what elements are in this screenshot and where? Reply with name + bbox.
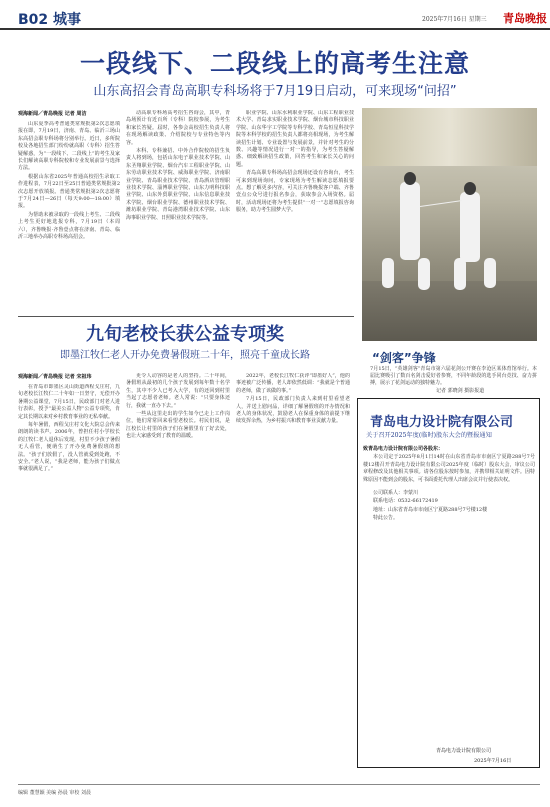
photo-story-title: “剑客”争锋 — [372, 351, 436, 365]
fencer-right — [460, 192, 480, 262]
story-gaokao-col-3 — [236, 110, 354, 313]
notice-phone: 联系电话：0532-66172419 — [373, 498, 438, 505]
fencer-right-leg — [454, 258, 466, 290]
paragraph: 职业学院、山东水利职业学院、山东工程职业技术大学、青岛求实职业技术学院、烟台城市科技职业学院、山东华宇工学院等专科学校、青岛恒星科技学院等本科学校的招生负责人都将亮相现场，为考生解读招生计划、专业设置与发展前景，并针对考生的分数、兴趣等情况进行一对一的指导，为考生答疑解惑、细致解读招生政策，回答考生和家长关心的问题。 — [236, 110, 354, 168]
footer-divider — [18, 784, 540, 785]
page-section-code: B02 城事 — [18, 12, 82, 28]
fencer-right-leg-2 — [484, 258, 496, 288]
paragraph: 根据山东省2025年普通高校招生录取工作进程表，7月22日至25日普通类常规批第2次志愿开放填报。普通类常规批第2次志愿将于7月24日—26日（每天9:00—18:00）填报。 — [18, 173, 120, 210]
photo-story-credit: 记者 郭晓剑 摄影报道 — [436, 388, 485, 394]
photo-background-wall — [362, 108, 537, 166]
paragraph: 山东夏季高考普通类常规批第2次志愿填报在即，7月19日，济南、青岛、临沂三场山东高招会职专科场将分别举行。近日，多所院校及各地招生部门纷纷就高职（专科）招生答疑解惑，为“一段线下、二段线上”的考生及家长们解读高职专科院校和专业发展前景与选择方法。 — [18, 121, 120, 172]
notice-signature-date: 2025年7月16日 — [474, 758, 512, 764]
subheadline-gaokao: 山东高招会青岛高职专科场将于7月19日启动，可来现场“问招” — [93, 84, 457, 99]
story-gaokao-col-1 — [18, 121, 120, 313]
fencer-right-mask — [464, 182, 476, 195]
subheadline-principal: 即墨江牧仁老人开办免费暑假班二十年，照亮千童成长路 — [60, 350, 310, 361]
fencing-blade — [420, 200, 462, 207]
page-header — [0, 0, 550, 30]
paragraph: 在青岛市即墨区灵山街道西程戈庄村，九旬老校长江牧仁二十年如一日坚守，无偿开办暑期公益课堂，7月15日，民政部门对老人进行表彰，授予“最美公益人物”公益专项奖，肯定其长期以来对乡村教育事业的无私奉献。 — [18, 384, 120, 420]
byline-gaokao: 观海新闻／青岛晚报 记者 周洁 — [18, 111, 87, 117]
fencer-left-leg — [382, 258, 394, 288]
story-principal-col-3 — [236, 373, 350, 776]
headline-gaokao: 一段线下、二段线上的高考生注意 — [79, 49, 470, 78]
notice-body — [363, 446, 535, 524]
notice-subtitle: 关于召开2025年度(临时)股东大会的暨报通知 — [366, 432, 492, 439]
photo-story-caption: 7月15日，“英雄剑客”青岛市第六届花剑公开赛在李沧区某体育馆举行。本届比赛吸引了数百名剑击爱好者参赛，不同年龄段的选手同台竞技、奋力拼搏，展示了花剑运动的独特魅力。 — [370, 366, 537, 387]
notice-address: 地址：山东省青岛市市南区宁夏路288号7号楼12楼 — [373, 506, 488, 513]
story-gaokao-col-2 — [126, 110, 230, 313]
newspaper-logo: 青岛晚报 — [503, 12, 547, 25]
paragraph: 每年暑假，西程戈庄村文化大院总会传来朗朗的读书声。2006年，曾担任村小学校长的江牧仁老人退休后发现，村里不少孩子暑假无人看管，便萌生了开办免费暑假班的想法。“孩子们放假了，没人管就爱到处跑，不安全。”老人说，“我是老师，能为孩子们做点事就很满足了。” — [18, 422, 120, 473]
photo-floor — [362, 281, 537, 341]
fencing-photo — [362, 108, 537, 341]
headline-principal: 九旬老校长获公益专项奖 — [86, 324, 284, 345]
notice-end: 特此公告。 — [373, 515, 399, 522]
notice-text: 本公司定于2025年8月1日14时在山东省青岛市市南区宁夏路288号7号楼12楼召开青岛电力设计院有限公司2025年度（临时）股东大会，审议公司章程修改及其他相关事项。请各位股东按时参加，并携带相关证明文件。因特殊原因不能到会的股东，可书面委托代理人出席会议并行使表决权。 — [363, 454, 535, 483]
byline-principal: 观海新闻／青岛晚报 记者 宋祖玮 — [18, 374, 92, 380]
issue-date: 2025年7月16日 星期三 — [422, 16, 487, 23]
fencer-left — [400, 182, 420, 260]
notice-company-title: 青岛电力设计院有限公司 — [370, 415, 514, 430]
fencer-left-mask — [404, 172, 416, 185]
paragraph: 本科、专科兼招、中外合作院校的招生负责人将到场，包括山东电子职业技术学院、山东圣翔职业学院、烟台汽车工程职业学院、山东劳动职业技术学院、威海职业学院、济南职业学院、青岛职业技术学院、青岛酒店管理职业技术学院、淄博职业学院、山东力明科技职业学院、山东外贸职业学院、山东信息职业技术学院、烟台职业学院、德州职业技术学院、潍坊职业学院、青岛港湾职业技术学院、山东海事职业学院、日照职业技术学院等。 — [126, 148, 230, 221]
notice-signature-company: 青岛电力设计院有限公司 — [436, 748, 492, 754]
notice-contact: 公司联系人：李蒙川 — [373, 490, 419, 497]
fencer-left-leg-2 — [418, 258, 430, 290]
paragraph: 动高职专科场高考招生咨询会，其中，青岛场预计有近百所（专科）院校参展，为考生和家长答疑。届时，各参会高校招生负责人将在现场解读政策、介绍院校与专业特色等内容。 — [126, 110, 230, 146]
story-principal-col-1 — [18, 384, 120, 776]
paragraph: 更令人动容的是老人的坚持。二十年间，暑假班从最初的几个孩子发展到每年数十名学生，其中不少人已考入大学，有的还回到村里当起了志愿者老师。老人常说：“只要身体还行，我就一直办下去。” — [126, 373, 230, 409]
notice-addressee: 致青岛电力设计院有限公司各股东： — [363, 446, 444, 452]
paragraph: 一些从这里走出的学生如今已走上工作岗位，他们常常回来看望老校长。村民们说，是江校长让村里的孩子们在暑假里有了好去处，也让大家感受到了教育的温暖。 — [126, 411, 230, 440]
paragraph: 青岛高职专科场高招会现场还设有咨询台，考生可来到现场询问，专家现场为考生解读志愿填报要点。想了解更多内容，可关注齐鲁晚报客户端、齐鲁壹点公众号进行报名参会，获取参会入场资格。届时，活动现场还将为考生提供“一对一”志愿填报咨询服务，助力考生圆梦大学。 — [236, 170, 354, 214]
paragraph: 为帮助未被录取的一段线上考生、二段线上考生更好地选报专科，7月19日（本周六），齐鲁晚报·齐鲁壹点将在济南、青岛、临沂三地举办高职专科场高招会。 — [18, 211, 120, 241]
paragraph: 2022年，老校长江牧仁获评“即墨好人”，他的事迹被广泛传播，老人却依然低调：“我就是个普通的老师，做了该做的事。” — [236, 373, 350, 394]
editor-credits: 编辑 董慧颖 美编 孙晨 审校 刘晨 — [18, 790, 91, 796]
paragraph: 7月15日，民政部门负责人来到村里看望老人，并送上慰问品，详细了解暑假班的开办情况和老人的身体状况，鼓励老人在保重身体的前提下继续发挥余热，为乡村振兴和教育事业贡献力量。 — [236, 396, 350, 425]
story-principal-col-2 — [126, 373, 230, 776]
section-divider — [18, 316, 354, 317]
